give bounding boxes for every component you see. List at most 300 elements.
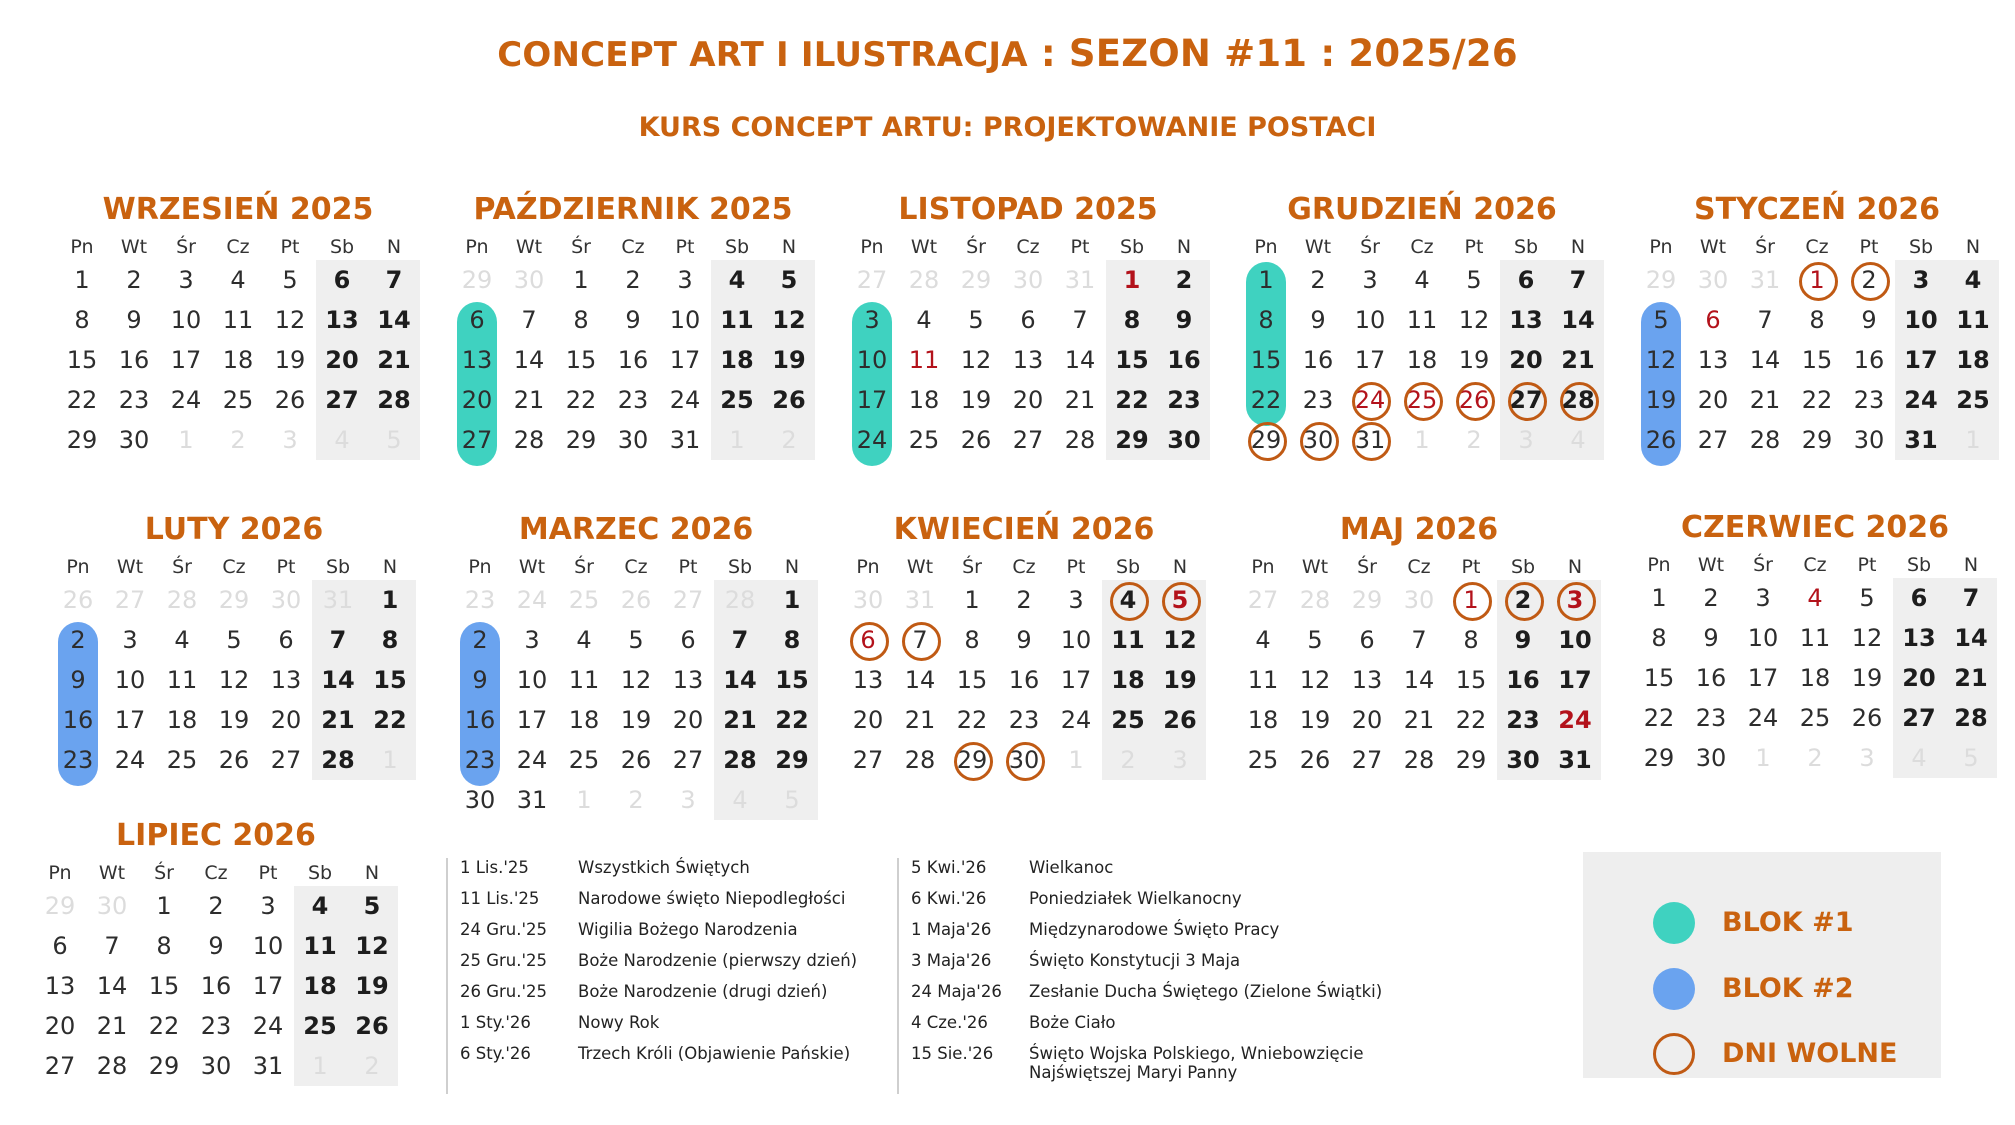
calendar-day: 24 [669,386,701,414]
adjacent-month-day: 31 [1064,266,1096,294]
calendar-day: 19 [355,972,389,1000]
calendar-day: 20 [44,1012,76,1040]
divider [897,858,899,1094]
calendar-day: 6 [1705,306,1721,334]
calendar-day: 27 [1902,704,1936,732]
calendar-day: 21 [377,346,411,374]
calendar-day: 20 [461,386,493,414]
calendar-day: 29 [148,1052,180,1080]
calendar-day: 29 [66,426,98,454]
calendar-day: 31 [669,426,701,454]
calendar-day: 3 [1912,266,1930,294]
calendar-day: 22 [1250,386,1282,414]
weekday-label: Śr [1357,556,1377,578]
adjacent-month-day: 31 [1749,266,1781,294]
calendar-day: 8 [573,306,589,334]
holiday-date: 26 Gru.'25 [460,982,548,1001]
weekday-label: Wt [1697,554,1725,576]
calendar-day: 28 [321,746,355,774]
calendar-day: 15 [565,346,597,374]
calendar-day: 23 [1695,704,1727,732]
calendar-day: 19 [620,706,652,734]
title-course: CONCEPT ART I ILUSTRACJA [497,35,1028,75]
weekday-label: Śr [962,556,982,578]
holiday-row [460,1044,980,1075]
calendar-day: 4 [230,266,246,294]
calendar-day: 5 [1466,266,1482,294]
calendar-day: 24 [1558,706,1592,734]
adjacent-month-day: 28 [166,586,198,614]
calendar-day: 18 [568,706,600,734]
weekday-label: Wt [1304,236,1332,258]
calendar-day: 11 [166,666,198,694]
weekday-header [842,554,1206,580]
holiday-row [460,889,980,920]
calendar-day: 23 [200,1012,232,1040]
calendar-day: 10 [252,932,284,960]
calendar-day: 3 [1755,584,1771,612]
adjacent-month-day: 29 [1645,266,1677,294]
calendar-day: 1 [156,892,172,920]
calendar-day: 25 [1247,746,1279,774]
weekday-label: Cz [1016,236,1040,258]
calendar-day: 13 [1902,624,1936,652]
calendar-day: 25 [222,386,254,414]
day-cells [56,260,420,460]
calendar-day: 27 [44,1052,76,1080]
holiday-date: 1 Lis.'25 [460,858,529,877]
holiday-date: 11 Lis.'25 [460,889,540,908]
calendar-day: 12 [1458,306,1490,334]
calendar-day: 29 [946,740,998,780]
calendar-day: 15 [775,666,809,694]
holiday-date: 24 Gru.'25 [460,920,548,939]
calendar-day: 13 [852,666,884,694]
adjacent-month-day: 29 [218,586,250,614]
calendar-day: 9 [1175,306,1193,334]
weekday-label: N [1567,556,1583,578]
calendar-day: 10 [516,666,548,694]
calendar-day: 16 [1506,666,1540,694]
calendar-day: 26 [1645,426,1677,454]
weekday-label: Cz [1805,236,1829,258]
weekday-label: Wt [98,862,126,884]
calendar-day: 7 [104,932,120,960]
weekday-label: N [1963,554,1979,576]
calendar-day: 9 [625,306,641,334]
calendar-day: 6 [52,932,68,960]
adjacent-month-day: 3 [282,426,298,454]
calendar-day: 10 [856,346,888,374]
calendar-day: 29 [1455,746,1487,774]
weekday-label: Śr [1753,554,1773,576]
calendar-day: 5 [968,306,984,334]
weekday-label: Śr [1360,236,1380,258]
calendar-day: 28 [1749,426,1781,454]
calendar-day: 17 [516,706,548,734]
calendar-day: 16 [62,706,94,734]
calendar-day: 9 [1861,306,1877,334]
calendar-day: 7 [385,266,403,294]
calendar-day: 30 [1853,426,1885,454]
calendar-day: 24 [1344,380,1396,420]
calendar-day: 2 [1175,266,1193,294]
calendar-day: 21 [1749,386,1781,414]
adjacent-month-day: 5 [1963,744,1979,772]
calendar-day: 14 [1403,666,1435,694]
holiday-name: Święto Konstytucji 3 Maja [1029,951,1241,970]
weekday-label: Sb [1906,554,1932,576]
calendar-day: 14 [377,306,411,334]
weekday-header [1635,234,1999,260]
holiday-date: 4 Cze.'26 [911,1013,988,1032]
calendar-day: 11 [222,306,254,334]
calendar-day: 12 [960,346,992,374]
calendar-day: 14 [723,666,757,694]
calendar-day: 5 [1859,584,1875,612]
calendar-day: 15 [956,666,988,694]
calendar-day: 28 [96,1052,128,1080]
weekday-label: N [364,862,380,884]
calendar-day: 18 [1799,664,1831,692]
calendar-day: 20 [672,706,704,734]
weekday-label: Pn [70,236,94,258]
adjacent-month-day: 26 [620,586,652,614]
adjacent-month-day: 31 [322,586,354,614]
calendar-day: 15 [1455,666,1487,694]
holiday-row [460,982,980,1013]
calendar-day: 10 [170,306,202,334]
adjacent-month-day: 2 [364,1052,380,1080]
calendar-day: 7 [1962,584,1980,612]
calendar-day: 23 [1302,386,1334,414]
calendar-day: 25 [1396,380,1448,420]
calendar-day: 28 [904,746,936,774]
month-title: LISTOPAD 2025 [898,192,1158,227]
calendar-day: 3 [178,266,194,294]
calendar-day: 7 [1569,266,1587,294]
calendar-day: 26 [1163,706,1197,734]
calendar-day: 10 [1558,626,1592,654]
weekday-label: Pt [1859,236,1879,258]
weekday-label: N [1172,556,1188,578]
calendar-day: 19 [1163,666,1197,694]
adjacent-month-day: 2 [781,426,797,454]
calendar-day: 18 [1406,346,1438,374]
adjacent-month-day: 27 [114,586,146,614]
calendar-day: 19 [218,706,250,734]
weekday-label: Pt [276,556,296,578]
calendar-day: 12 [218,666,250,694]
calendar-day: 22 [1455,706,1487,734]
weekday-label: N [784,556,800,578]
calendar-day: 15 [1801,346,1833,374]
calendar-day: 2 [1016,586,1032,614]
adjacent-month-day: 29 [960,266,992,294]
calendar-day: 29 [565,426,597,454]
adjacent-month-day: 1 [1414,426,1430,454]
calendar-day: 9 [70,666,86,694]
calendar-day: 6 [1910,584,1928,612]
calendar-day: 6 [842,620,894,660]
calendar-day: 17 [170,346,202,374]
holiday-date: 1 Sty.'26 [460,1013,531,1032]
calendar-day: 24 [516,746,548,774]
calendar-day: 16 [1853,346,1885,374]
weekday-label: Pn [48,862,72,884]
calendar-day: 29 [1240,420,1292,460]
holiday-date: 3 Maja'26 [911,951,992,970]
adjacent-month-day: 30 [513,266,545,294]
calendar-day: 5 [1154,580,1206,620]
calendar-day: 8 [1258,306,1274,334]
calendar-day: 26 [1851,704,1883,732]
calendar-day: 1 [381,586,399,614]
adjacent-month-day: 1 [312,1052,328,1080]
holiday-name: Święto Wojska Polskiego, Wniebowzięcie Najświętszej Maryi Panny [1029,1044,1364,1082]
calendar-day: 7 [329,626,347,654]
calendar-day: 15 [66,346,98,374]
weekday-label: Pt [1461,556,1481,578]
calendar-day: 6 [278,626,294,654]
day-cells [1237,580,1601,780]
adjacent-month-day: 2 [628,786,644,814]
calendar-day: 4 [1102,580,1154,620]
weekday-label: Śr [1755,236,1775,258]
calendar-day: 12 [1851,624,1883,652]
calendar-day: 3 [1362,266,1378,294]
calendar-day: 21 [723,706,757,734]
calendar-day: 21 [1064,386,1096,414]
adjacent-month-day: 29 [461,266,493,294]
calendar-day: 23 [1167,386,1201,414]
weekday-label: Wt [1699,236,1727,258]
adjacent-month-day: 1 [178,426,194,454]
weekday-label: Sb [1119,236,1145,258]
calendar-day: 30 [200,1052,232,1080]
weekday-label: Sb [727,556,753,578]
holiday-row [911,858,1431,889]
calendar-day: 13 [461,346,493,374]
block2-swatch-icon [1653,968,1695,1010]
calendar-day: 13 [1351,666,1383,694]
weekday-label: N [1570,236,1586,258]
calendar-day: 31 [252,1052,284,1080]
adjacent-month-day: 1 [1755,744,1771,772]
calendar-day: 1 [573,266,589,294]
calendar-day: 5 [780,266,798,294]
calendar-day: 23 [1506,706,1540,734]
calendar-day: 14 [321,666,355,694]
holiday-name: Wielkanoc [1029,858,1114,877]
calendar-day: 7 [1072,306,1088,334]
holiday-name: Wszystkich Świętych [578,858,750,877]
calendar-day: 14 [1954,624,1988,652]
calendar-day: 27 [672,746,704,774]
calendar-day: 1 [964,586,980,614]
calendar-day: 11 [1799,624,1831,652]
calendar-day: 11 [720,306,754,334]
calendar-day: 1 [1445,580,1497,620]
weekday-label: Wt [120,236,148,258]
calendar-day: 16 [464,706,496,734]
page-title [0,32,2015,75]
holiday-row [460,920,980,951]
calendar-day: 2 [1310,266,1326,294]
calendar-day: 15 [1115,346,1149,374]
weekday-label: Śr [172,556,192,578]
weekday-label: Pn [1251,556,1275,578]
calendar-day: 30 [464,786,496,814]
calendar-day: 10 [1060,626,1092,654]
weekday-label: Cz [1410,236,1434,258]
holiday-row [911,951,1431,982]
calendar-day: 8 [74,306,90,334]
month-title: MARZEC 2026 [518,512,754,547]
calendar-day: 12 [772,306,806,334]
calendar-day: 31 [516,786,548,814]
calendar-day: 30 [617,426,649,454]
calendar-day: 2 [208,892,224,920]
calendar-day: 27 [461,426,493,454]
calendar-day: 10 [1904,306,1938,334]
holiday-date: 5 Kwi.'26 [911,858,987,877]
weekday-label: Śr [571,236,591,258]
weekday-header [34,860,398,886]
weekday-label: Cz [226,236,250,258]
page-subtitle: KURS CONCEPT ARTU: PROJEKTOWANIE POSTACI [638,112,1377,143]
calendar-day: 19 [1458,346,1490,374]
calendar-day: 29 [1643,744,1675,772]
weekday-label: Śr [176,236,196,258]
weekday-label: Pn [465,236,489,258]
calendar-day: 14 [96,972,128,1000]
calendar-day: 12 [355,932,389,960]
holiday-name: Boże Narodzenie (pierwszy dzień) [578,951,858,970]
calendar-day: 24 [252,1012,284,1040]
calendar-day: 2 [1703,584,1719,612]
calendar-day: 20 [1351,706,1383,734]
calendar-day: 16 [1008,666,1040,694]
calendar-day: 19 [1645,386,1677,414]
calendar-day: 3 [122,626,138,654]
calendar-day: 23 [1853,386,1885,414]
calendar-day: 1 [1651,584,1667,612]
calendar-day: 24 [1060,706,1092,734]
calendar-day: 9 [1310,306,1326,334]
calendar-day: 27 [325,386,359,414]
weekday-header [1240,234,1604,260]
calendar-day: 26 [274,386,306,414]
calendar-day: 1 [783,586,801,614]
calendar-day: 16 [200,972,232,1000]
calendar-day: 14 [1749,346,1781,374]
calendar-day: 4 [576,626,592,654]
calendar-day: 2 [1497,580,1549,620]
calendar-day: 9 [1016,626,1032,654]
adjacent-month-day: 30 [852,586,884,614]
adjacent-month-day: 1 [1965,426,1981,454]
calendar-day: 28 [513,426,545,454]
adjacent-month-day: 30 [1403,586,1435,614]
free-day-ring-icon [1653,1033,1695,1075]
weekday-label: Wt [906,556,934,578]
calendar-day: 18 [1956,346,1990,374]
adjacent-month-day: 1 [1068,746,1084,774]
calendar-day: 3 [677,266,693,294]
calendar-day: 22 [373,706,407,734]
calendar-day: 15 [148,972,180,1000]
calendar-day: 23 [617,386,649,414]
calendar-day: 27 [270,746,302,774]
calendar-day: 31 [1904,426,1938,454]
calendar-day: 29 [1801,426,1833,454]
adjacent-month-day: 27 [1247,586,1279,614]
calendar-day: 17 [1354,346,1386,374]
weekday-label: Sb [325,556,351,578]
weekday-label: Sb [1908,236,1934,258]
adjacent-month-day: 1 [576,786,592,814]
calendar-day: 8 [1809,306,1825,334]
calendar-day: 26 [1299,746,1331,774]
calendar-day: 26 [355,1012,389,1040]
calendar-day: 25 [908,426,940,454]
adjacent-month-day: 27 [672,586,704,614]
weekday-label: Cz [621,236,645,258]
adjacent-month-day: 29 [44,892,76,920]
calendar-day: 8 [156,932,172,960]
calendar-day: 20 [270,706,302,734]
calendar-day: 23 [1008,706,1040,734]
calendar-day: 20 [325,346,359,374]
calendar-day: 11 [1406,306,1438,334]
adjacent-month-day: 5 [386,426,402,454]
weekday-label: Pt [280,236,300,258]
calendar-day: 24 [1904,386,1938,414]
calendar-day: 17 [1747,664,1779,692]
calendar-day: 30 [1167,426,1201,454]
calendar-day: 19 [772,346,806,374]
calendar-day: 5 [628,626,644,654]
adjacent-month-day: 2 [230,426,246,454]
calendar-day: 17 [252,972,284,1000]
calendar-day: 6 [680,626,696,654]
calendar-day: 14 [513,346,545,374]
calendar-day: 5 [1307,626,1323,654]
weekday-label: Pn [1649,236,1673,258]
calendar-day: 13 [325,306,359,334]
adjacent-month-day: 26 [62,586,94,614]
holiday-name: Boże Narodzenie (drugi dzień) [578,982,828,1001]
calendar-day: 30 [1506,746,1540,774]
holiday-name: Zesłanie Ducha Świętego (Zielone Świątki) [1029,982,1383,1001]
holiday-name: Trzech Króli (Objawienie Pańskie) [578,1044,851,1063]
legend-block1-label: BLOK #1 [1722,907,1854,938]
calendar-day: 21 [513,386,545,414]
weekday-header [846,234,1210,260]
weekday-label: Wt [515,236,543,258]
calendar-day: 16 [1167,346,1201,374]
adjacent-month-day: 4 [1911,744,1927,772]
calendar-day: 26 [960,426,992,454]
calendar-day: 26 [1448,380,1500,420]
weekday-label: Pt [258,862,278,884]
calendar-day: 15 [1643,664,1675,692]
month-title: LIPIEC 2026 [116,818,316,853]
calendar-day: 10 [114,666,146,694]
calendar-day: 21 [1954,664,1988,692]
divider [446,858,448,1094]
